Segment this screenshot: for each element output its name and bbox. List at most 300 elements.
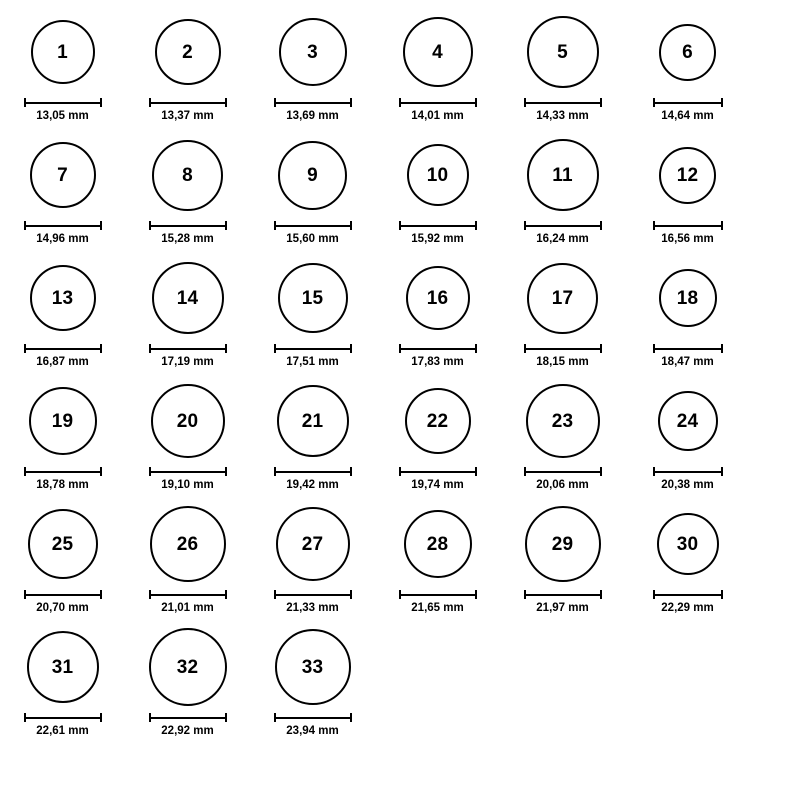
- caliper-tick-right: [100, 713, 102, 722]
- measurement-group: [399, 344, 477, 369]
- ring-size-number: 20: [176, 410, 199, 432]
- measurement-group: [399, 221, 477, 246]
- caliper-bar: [274, 471, 352, 473]
- caliper-tick-right: [225, 590, 227, 599]
- diameter-label: 14,33 mm: [536, 110, 589, 122]
- measurement-group: [653, 221, 723, 246]
- caliper-icon: [274, 467, 352, 476]
- caliper-bar: [274, 348, 352, 350]
- ring-size-cell[interactable]: [125, 8, 250, 123]
- ring-size-number: 30: [676, 533, 699, 555]
- caliper-tick-left: [399, 467, 401, 476]
- diameter-label: 22,61 mm: [36, 725, 89, 737]
- ring-circle-wrapper: [525, 500, 601, 588]
- ring-size-number: 7: [57, 164, 68, 186]
- ring-circle-wrapper: [149, 623, 227, 711]
- ring-size-cell[interactable]: [0, 500, 125, 615]
- diameter-label: 21,33 mm: [286, 602, 339, 614]
- caliper-bar: [274, 225, 352, 227]
- ring-circle-wrapper: [152, 254, 224, 342]
- ring-size-number: 26: [176, 533, 199, 555]
- caliper-tick-left: [399, 221, 401, 230]
- caliper-bar: [149, 594, 227, 596]
- ring-size-cell[interactable]: [0, 377, 125, 492]
- ring-size-number: 24: [676, 410, 699, 432]
- caliper-tick-left: [24, 590, 26, 599]
- caliper-tick-left: [653, 98, 655, 107]
- ring-circle-icon: [659, 269, 717, 327]
- caliper-tick-left: [399, 98, 401, 107]
- caliper-tick-right: [721, 467, 723, 476]
- diameter-label: 20,38 mm: [661, 479, 714, 491]
- ring-size-number: 6: [682, 41, 693, 63]
- measurement-group: [274, 221, 352, 246]
- ring-size-number: 18: [676, 287, 699, 309]
- ring-size-number: 5: [557, 41, 568, 63]
- ring-size-number: 31: [51, 656, 74, 678]
- caliper-icon: [653, 467, 723, 476]
- ring-circle-icon: [29, 387, 97, 455]
- ring-circle-icon: [30, 142, 96, 208]
- caliper-icon: [274, 713, 352, 722]
- diameter-label: 13,37 mm: [161, 110, 214, 122]
- ring-circle-wrapper: [30, 131, 96, 219]
- ring-circle-icon: [27, 631, 99, 703]
- caliper-icon: [24, 590, 102, 599]
- caliper-icon: [399, 98, 477, 107]
- ring-circle-icon: [657, 513, 719, 575]
- caliper-tick-right: [475, 98, 477, 107]
- caliper-icon: [399, 344, 477, 353]
- caliper-tick-left: [524, 344, 526, 353]
- caliper-tick-left: [149, 467, 151, 476]
- ring-size-number: 25: [51, 533, 74, 555]
- measurement-group: [24, 221, 102, 246]
- caliper-icon: [149, 221, 227, 230]
- caliper-tick-right: [350, 467, 352, 476]
- caliper-icon: [524, 467, 602, 476]
- ring-circle-icon: [527, 263, 598, 334]
- caliper-bar: [524, 102, 602, 104]
- caliper-icon: [399, 221, 477, 230]
- diameter-label: 18,78 mm: [36, 479, 89, 491]
- diameter-label: 17,51 mm: [286, 356, 339, 368]
- ring-size-cell[interactable]: [0, 623, 125, 738]
- ring-size-number: 29: [551, 533, 574, 555]
- diameter-label: 19,74 mm: [411, 479, 464, 491]
- measurement-group: [24, 98, 102, 123]
- ring-circle-wrapper: [276, 500, 350, 588]
- measurement-group: [24, 713, 102, 738]
- caliper-tick-right: [475, 590, 477, 599]
- ring-circle-wrapper: [403, 8, 473, 96]
- ring-circle-icon: [149, 628, 227, 706]
- ring-circle-icon: [527, 16, 599, 88]
- caliper-tick-right: [100, 590, 102, 599]
- caliper-tick-left: [399, 344, 401, 353]
- ring-size-cell[interactable]: [0, 254, 125, 369]
- diameter-label: 19,42 mm: [286, 479, 339, 491]
- caliper-tick-right: [721, 590, 723, 599]
- measurement-group: [149, 713, 227, 738]
- ring-circle-icon: [31, 20, 95, 84]
- ring-circle-wrapper: [31, 8, 95, 96]
- diameter-label: 17,83 mm: [411, 356, 464, 368]
- ring-circle-wrapper: [658, 377, 718, 465]
- ring-circle-wrapper: [659, 8, 716, 96]
- ring-size-cell[interactable]: [500, 500, 625, 615]
- ring-size-cell[interactable]: [375, 377, 500, 492]
- ring-circle-icon: [277, 385, 349, 457]
- caliper-tick-right: [350, 344, 352, 353]
- ring-size-number: 23: [551, 410, 574, 432]
- chart-row: [0, 377, 800, 500]
- caliper-tick-right: [350, 590, 352, 599]
- ring-circle-wrapper: [659, 131, 716, 219]
- ring-size-number: 13: [51, 287, 74, 309]
- ring-circle-wrapper: [152, 131, 223, 219]
- caliper-tick-left: [274, 713, 276, 722]
- caliper-bar: [399, 102, 477, 104]
- ring-size-cell[interactable]: [250, 254, 375, 369]
- ring-size-number: 19: [51, 410, 74, 432]
- diameter-label: 18,15 mm: [536, 356, 589, 368]
- ring-size-cell[interactable]: [250, 623, 375, 738]
- caliper-icon: [653, 590, 723, 599]
- caliper-icon: [524, 98, 602, 107]
- caliper-bar: [399, 348, 477, 350]
- ring-size-number: 9: [307, 164, 318, 186]
- caliper-bar: [653, 471, 723, 473]
- ring-size-cell[interactable]: [625, 500, 750, 615]
- caliper-icon: [149, 344, 227, 353]
- caliper-tick-right: [600, 221, 602, 230]
- ring-circle-icon: [151, 384, 225, 458]
- caliper-bar: [149, 102, 227, 104]
- caliper-bar: [399, 225, 477, 227]
- diameter-label: 16,56 mm: [661, 233, 714, 245]
- caliper-tick-left: [149, 98, 151, 107]
- chart-row: [0, 254, 800, 377]
- caliper-bar: [653, 594, 723, 596]
- caliper-tick-right: [350, 713, 352, 722]
- caliper-bar: [274, 717, 352, 719]
- caliper-icon: [274, 98, 352, 107]
- chart-row: [0, 623, 800, 746]
- caliper-tick-left: [149, 590, 151, 599]
- ring-circle-wrapper: [27, 623, 99, 711]
- measurement-group: [653, 590, 723, 615]
- ring-circle-icon: [150, 506, 226, 582]
- caliper-tick-left: [653, 590, 655, 599]
- caliper-icon: [653, 221, 723, 230]
- caliper-tick-right: [475, 344, 477, 353]
- ring-circle-icon: [404, 510, 472, 578]
- ring-circle-wrapper: [527, 8, 599, 96]
- ring-size-number: 11: [552, 164, 573, 186]
- ring-circle-wrapper: [275, 623, 351, 711]
- ring-circle-icon: [658, 391, 718, 451]
- measurement-group: [149, 467, 227, 492]
- ring-size-cell[interactable]: [125, 500, 250, 615]
- measurement-group: [24, 467, 102, 492]
- diameter-label: 14,01 mm: [411, 110, 464, 122]
- ring-circle-wrapper: [404, 500, 472, 588]
- chart-row: [0, 131, 800, 254]
- caliper-bar: [149, 471, 227, 473]
- caliper-tick-right: [225, 221, 227, 230]
- caliper-icon: [524, 344, 602, 353]
- caliper-tick-right: [600, 467, 602, 476]
- ring-size-number: 4: [432, 41, 443, 63]
- caliper-bar: [24, 348, 102, 350]
- ring-size-cell[interactable]: [500, 8, 625, 123]
- caliper-bar: [149, 717, 227, 719]
- diameter-label: 21,65 mm: [411, 602, 464, 614]
- caliper-bar: [399, 594, 477, 596]
- diameter-label: 19,10 mm: [161, 479, 214, 491]
- ring-circle-icon: [152, 262, 224, 334]
- caliper-icon: [24, 344, 102, 353]
- ring-size-number: 1: [57, 41, 68, 63]
- caliper-tick-right: [350, 98, 352, 107]
- ring-size-cell[interactable]: [375, 8, 500, 123]
- ring-size-cell[interactable]: [625, 131, 750, 246]
- measurement-group: [524, 98, 602, 123]
- measurement-group: [149, 98, 227, 123]
- caliper-tick-left: [24, 467, 26, 476]
- diameter-label: 16,24 mm: [536, 233, 589, 245]
- caliper-icon: [524, 590, 602, 599]
- ring-size-number: 17: [551, 287, 574, 309]
- caliper-tick-right: [600, 98, 602, 107]
- caliper-icon: [524, 221, 602, 230]
- ring-size-cell[interactable]: [500, 377, 625, 492]
- caliper-tick-left: [274, 344, 276, 353]
- ring-size-cell[interactable]: [500, 131, 625, 246]
- caliper-bar: [149, 348, 227, 350]
- ring-size-cell[interactable]: [125, 623, 250, 738]
- caliper-tick-left: [24, 713, 26, 722]
- caliper-bar: [149, 225, 227, 227]
- caliper-icon: [274, 590, 352, 599]
- ring-circle-icon: [403, 17, 473, 87]
- ring-circle-wrapper: [28, 500, 98, 588]
- diameter-label: 15,92 mm: [411, 233, 464, 245]
- caliper-icon: [399, 590, 477, 599]
- caliper-tick-left: [524, 590, 526, 599]
- ring-size-number: 8: [182, 164, 193, 186]
- diameter-label: 23,94 mm: [286, 725, 339, 737]
- caliper-icon: [274, 344, 352, 353]
- diameter-label: 15,28 mm: [161, 233, 214, 245]
- ring-circle-icon: [406, 266, 470, 330]
- caliper-tick-left: [24, 98, 26, 107]
- ring-circle-icon: [278, 263, 348, 333]
- diameter-label: 14,96 mm: [36, 233, 89, 245]
- caliper-icon: [24, 98, 102, 107]
- caliper-tick-right: [100, 467, 102, 476]
- ring-size-cell[interactable]: [0, 131, 125, 246]
- caliper-tick-right: [100, 221, 102, 230]
- measurement-group: [653, 98, 723, 123]
- ring-size-cell[interactable]: [0, 8, 125, 123]
- ring-circle-wrapper: [279, 8, 347, 96]
- measurement-group: [24, 344, 102, 369]
- caliper-icon: [149, 467, 227, 476]
- caliper-icon: [274, 221, 352, 230]
- caliper-icon: [149, 590, 227, 599]
- ring-size-number: 22: [426, 410, 449, 432]
- caliper-bar: [24, 225, 102, 227]
- measurement-group: [274, 590, 352, 615]
- ring-circle-icon: [407, 144, 469, 206]
- ring-circle-wrapper: [30, 254, 96, 342]
- measurement-group: [653, 344, 723, 369]
- measurement-group: [524, 590, 602, 615]
- ring-size-number: 33: [301, 656, 324, 678]
- diameter-label: 22,29 mm: [661, 602, 714, 614]
- caliper-tick-left: [524, 221, 526, 230]
- diameter-label: 13,05 mm: [36, 110, 89, 122]
- caliper-tick-left: [653, 221, 655, 230]
- ring-size-cell[interactable]: [125, 377, 250, 492]
- measurement-group: [274, 98, 352, 123]
- ring-circle-icon: [279, 18, 347, 86]
- ring-size-number: 10: [426, 164, 449, 186]
- ring-size-number: 28: [426, 533, 449, 555]
- caliper-tick-left: [274, 98, 276, 107]
- ring-circle-icon: [276, 507, 350, 581]
- measurement-group: [149, 221, 227, 246]
- ring-size-number: 21: [301, 410, 324, 432]
- ring-circle-wrapper: [659, 254, 717, 342]
- ring-circle-wrapper: [405, 377, 471, 465]
- caliper-icon: [24, 467, 102, 476]
- caliper-bar: [274, 594, 352, 596]
- ring-circle-icon: [526, 384, 600, 458]
- ring-circle-wrapper: [150, 500, 226, 588]
- chart-row: [0, 500, 800, 623]
- caliper-bar: [524, 225, 602, 227]
- ring-circle-icon: [152, 140, 223, 211]
- caliper-tick-left: [149, 713, 151, 722]
- diameter-label: 20,70 mm: [36, 602, 89, 614]
- ring-size-cell[interactable]: [250, 377, 375, 492]
- caliper-tick-left: [399, 590, 401, 599]
- ring-size-cell[interactable]: [375, 254, 500, 369]
- ring-size-cell[interactable]: [375, 500, 500, 615]
- diameter-label: 18,47 mm: [661, 356, 714, 368]
- diameter-label: 16,87 mm: [36, 356, 89, 368]
- caliper-tick-right: [600, 344, 602, 353]
- caliper-tick-right: [475, 467, 477, 476]
- caliper-tick-left: [274, 467, 276, 476]
- caliper-bar: [24, 102, 102, 104]
- ring-size-cell[interactable]: [125, 254, 250, 369]
- ring-circle-icon: [30, 265, 96, 331]
- measurement-group: [653, 467, 723, 492]
- caliper-tick-left: [524, 467, 526, 476]
- ring-circle-wrapper: [527, 131, 599, 219]
- ring-circle-wrapper: [407, 131, 469, 219]
- ring-circle-wrapper: [527, 254, 598, 342]
- measurement-group: [24, 590, 102, 615]
- ring-size-number: 2: [182, 41, 193, 63]
- caliper-tick-right: [100, 98, 102, 107]
- ring-circle-icon: [155, 19, 221, 85]
- diameter-label: 13,69 mm: [286, 110, 339, 122]
- ring-size-number: 32: [176, 656, 199, 678]
- ring-size-number: 3: [307, 41, 318, 63]
- measurement-group: [149, 590, 227, 615]
- caliper-icon: [24, 221, 102, 230]
- ring-circle-icon: [278, 141, 347, 210]
- caliper-tick-left: [274, 221, 276, 230]
- caliper-icon: [399, 467, 477, 476]
- caliper-icon: [24, 713, 102, 722]
- diameter-label: 20,06 mm: [536, 479, 589, 491]
- ring-size-cell[interactable]: [125, 131, 250, 246]
- ring-size-cell[interactable]: [250, 8, 375, 123]
- caliper-bar: [24, 717, 102, 719]
- diameter-label: 21,97 mm: [536, 602, 589, 614]
- caliper-bar: [653, 225, 723, 227]
- caliper-icon: [149, 713, 227, 722]
- caliper-icon: [653, 344, 723, 353]
- ring-size-cell[interactable]: [500, 254, 625, 369]
- measurement-group: [524, 221, 602, 246]
- ring-size-cell[interactable]: [250, 131, 375, 246]
- ring-circle-icon: [659, 24, 716, 81]
- ring-size-number: 12: [676, 164, 699, 186]
- ring-circle-wrapper: [657, 500, 719, 588]
- caliper-bar: [524, 471, 602, 473]
- caliper-icon: [149, 98, 227, 107]
- ring-circle-icon: [275, 629, 351, 705]
- caliper-tick-right: [721, 98, 723, 107]
- caliper-tick-right: [721, 344, 723, 353]
- ring-size-number: 27: [301, 533, 324, 555]
- measurement-group: [399, 98, 477, 123]
- measurement-group: [149, 344, 227, 369]
- ring-circle-wrapper: [29, 377, 97, 465]
- ring-circle-icon: [659, 147, 716, 204]
- caliper-tick-left: [524, 98, 526, 107]
- caliper-bar: [274, 102, 352, 104]
- diameter-label: 15,60 mm: [286, 233, 339, 245]
- ring-size-number: 16: [426, 287, 449, 309]
- measurement-group: [274, 713, 352, 738]
- caliper-bar: [524, 594, 602, 596]
- ring-size-cell[interactable]: [625, 8, 750, 123]
- ring-size-cell[interactable]: [250, 500, 375, 615]
- measurement-group: [524, 467, 602, 492]
- caliper-tick-left: [149, 221, 151, 230]
- ring-circle-wrapper: [526, 377, 600, 465]
- caliper-tick-right: [225, 98, 227, 107]
- ring-size-cell[interactable]: [625, 254, 750, 369]
- caliper-tick-right: [225, 467, 227, 476]
- measurement-group: [399, 590, 477, 615]
- caliper-tick-left: [149, 344, 151, 353]
- ring-size-number: 14: [176, 287, 199, 309]
- caliper-tick-right: [600, 590, 602, 599]
- caliper-bar: [399, 471, 477, 473]
- ring-size-cell[interactable]: [625, 377, 750, 492]
- caliper-tick-right: [350, 221, 352, 230]
- ring-size-cell[interactable]: [375, 131, 500, 246]
